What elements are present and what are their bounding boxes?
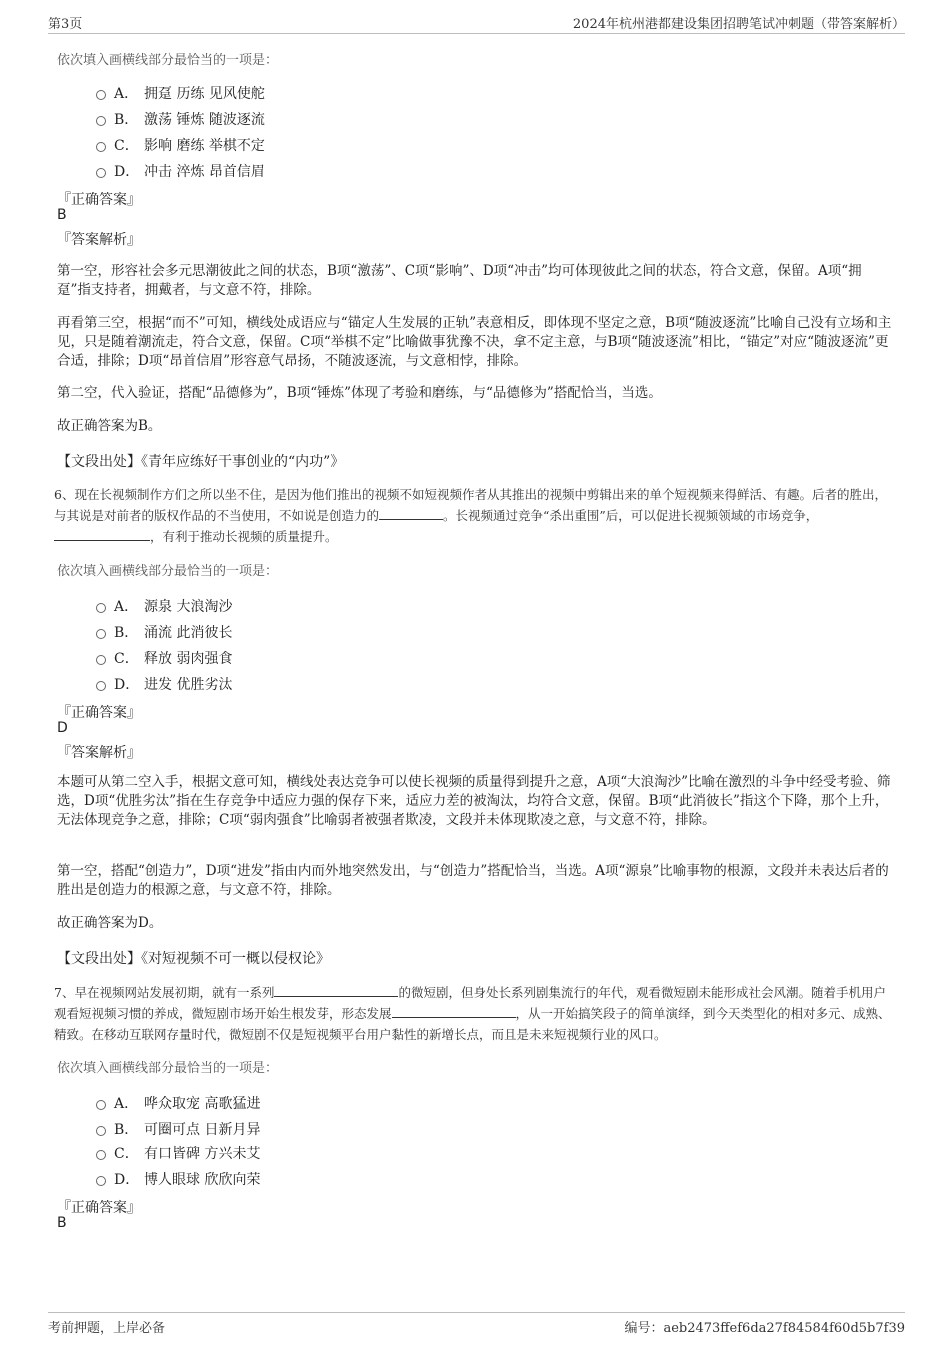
radio-icon[interactable] — [96, 1150, 106, 1160]
q7-prompt: 依次填入画横线部分最恰当的一项是： — [57, 1061, 279, 1076]
footer-slogan: 考前押题，上岸必备 — [48, 1321, 166, 1336]
blank-line — [274, 984, 398, 997]
blank-line — [379, 507, 443, 520]
q6-conclusion: 故正确答案为D。 — [57, 915, 163, 931]
q6-answer-label: 『正确答案』 — [57, 705, 141, 721]
blank-line — [54, 528, 150, 541]
q5-conclusion: 故正确答案为B。 — [57, 418, 162, 434]
radio-icon[interactable] — [96, 681, 106, 691]
q5-analysis-paragraph: 第一空，形容社会多元思潮彼此之间的状态，B项“激荡”、C项“影响”、D项“冲击”均可体现彼此之间的状态，符合文意，保留。A项“拥趸”指支持者，拥戴者，与文意不符，排除。 — [57, 263, 862, 298]
radio-icon[interactable] — [96, 142, 106, 152]
q6-analysis-label: 『答案解析』 — [57, 745, 141, 761]
q7-answer-label: 『正确答案』 — [57, 1200, 141, 1216]
radio-icon[interactable] — [96, 168, 106, 178]
q6-question-text: 6、现在长视频制作方们之所以坐不住，是因为他们推出的视频不如短视频作者从其推出的视频中剪辑出来的单个短视频来得鲜活、有趣。后者的胜出，与其说是对前者的版权作品的不当使用，不如说是创造力的 。长视频通过竞争“杀出重围”后，可以促进长视频领域的市场竞争，，有利于推动长视频的质量提升。 — [54, 487, 887, 544]
radio-icon[interactable] — [96, 90, 106, 100]
radio-icon[interactable] — [96, 1126, 106, 1136]
page-number: 第3页 — [48, 17, 83, 32]
radio-icon[interactable] — [96, 603, 106, 613]
q6-analysis-paragraph: 本题可从第二空入手，根据文意可知，横线处表达竞争可以使长视频的质量得到提升之意，A项“大浪淘沙”比喻在激烈的斗争中经受考验、筛选，D项“优胜劣汰”指在生存竞争中适应力强的保存下来，适应力差的被淘汰，均符合文意，保留。B项“此消彼长”指这个下降，那个上升，无法体现竞争之意，排除；C项“弱肉强食”比喻弱者被强者欺凌，文段并未体现欺凌之意，与文意不符，排除。 — [57, 774, 891, 828]
q7-question-text: 7、早在视频网站发展初期，就有一系列 的微短剧，但身处长系列剧集流行的年代，观看微短剧未能形成社会风潮。随着手机用户观看短视频习惯的养成，微短剧市场开始生根发芽，形态发展 ，从一开始搞笑段子的简单演绎，到今天类型化的相对多元、成熟、精致。在移动互联网存量时代，微短剧不仅是短视频平台用户黏性的新增长点，而且是未来短视频行业的风口。 — [54, 985, 891, 1042]
radio-icon[interactable] — [96, 1100, 106, 1110]
q7-answer: B — [57, 1215, 67, 1231]
q5-answer: B — [57, 207, 67, 223]
q5-source: 【文段出处】《青年应练好干事创业的“内功”》 — [57, 454, 345, 470]
q5-answer-label: 『正确答案』 — [57, 192, 141, 208]
page-header — [48, 13, 905, 34]
q6-analysis-paragraph: 第一空，搭配“创造力”，D项“进发”指由内而外地突然发出，与“创造力”搭配恰当，当选。A项“源泉”比喻事物的根源，文段并未表达后者的胜出是创造力的根源之意，与文意不符，排除。 — [57, 863, 889, 898]
radio-icon[interactable] — [96, 629, 106, 639]
q5-analysis-paragraph: 再看第三空，根据“而不”可知，横线处成语应与“锚定人生发展的正轨”表意相反，即体现不坚定之意，B项“随波逐流”比喻自己没有立场和主见，只是随着潮流走，符合文意，保留。C项“举棋不定”比喻做事犹豫不决，拿不定主意，与B项“随波逐流”相比，“锚定”对应“随波逐流”更合适，排除；D项“昂首信眉”形容意气昂扬，不随波逐流，与文意相悖，排除。 — [57, 315, 892, 369]
radio-icon[interactable] — [96, 1176, 106, 1186]
blank-line — [392, 1005, 516, 1018]
q6-prompt: 依次填入画横线部分最恰当的一项是： — [57, 564, 279, 579]
q5-prompt: 依次填入画横线部分最恰当的一项是： — [57, 53, 279, 68]
document-title: 2024年杭州港都建设集团招聘笔试冲刺题（带答案解析） — [572, 17, 905, 32]
q6-answer: D — [57, 720, 68, 736]
document-code: 编号：aeb2473ffef6da27f84584f60d5b7f39 — [624, 1321, 905, 1336]
q6-source: 【文段出处】《对短视频不可一概以侵权论》 — [57, 951, 330, 967]
page-footer — [48, 1312, 905, 1335]
q5-analysis-paragraph: 第二空，代入验证，搭配“品德修为”，B项“锤炼”体现了考验和磨练，与“品德修为”搭配恰当，当选。 — [57, 385, 662, 401]
radio-icon[interactable] — [96, 655, 106, 665]
q5-analysis-label: 『答案解析』 — [57, 232, 141, 248]
radio-icon[interactable] — [96, 116, 106, 126]
